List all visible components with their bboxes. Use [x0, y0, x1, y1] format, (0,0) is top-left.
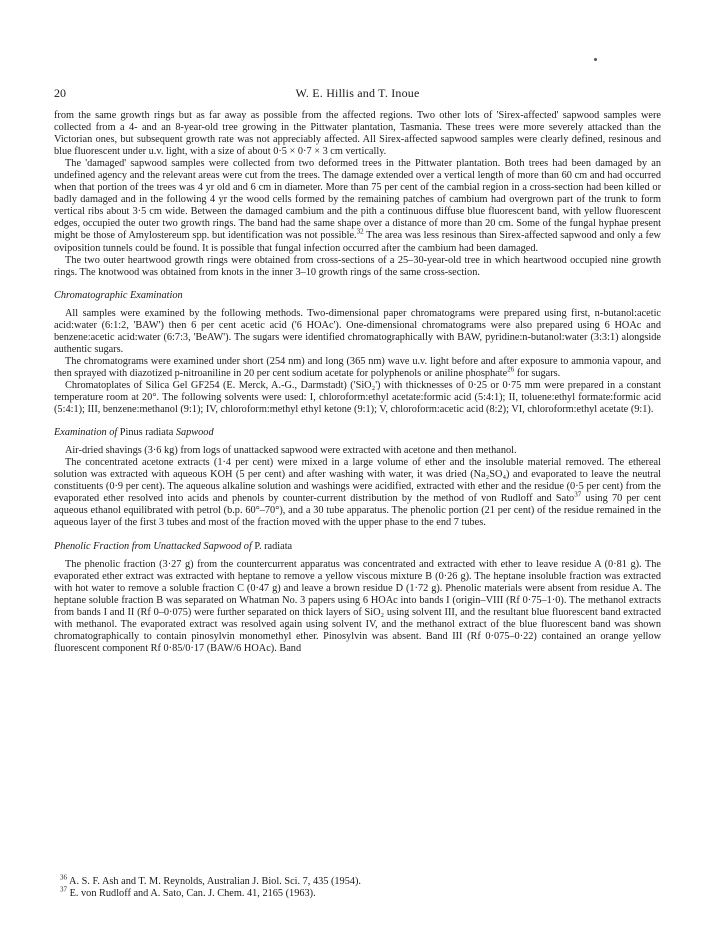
scan-speck	[594, 58, 597, 61]
paragraph: All samples were examined by the following methods. Two-dimensional paper chromatograms were prepared using first, n-butanol:acetic acid:water (6:1:2, 'BAW') then 6 per cent acetic acid ('6 HOAc'). One-dimensional chromatograms were also prepared using 6 HOAc and benzene:acetic acid:water (6:7:3, 'BeAW'). The sugars were identified chromatographically with BAW, pyridine:n-butanol:water (3:3:1) alongside authentic sugars.	[54, 307, 661, 355]
section-heading: Chromatographic Examination	[54, 289, 183, 301]
paragraph: The two outer heartwood growth rings were obtained from cross-sections of a 25–30-year-old tree in which heartwood occupied nine growth rings. The knotwood was obtained from knots in the inner 3–10 growth rings of the same cross-section.	[54, 254, 661, 278]
page-number: 20	[54, 86, 66, 100]
paragraph: The concentrated acetone extracts (1·4 per cent) were mixed in a large volume of ether and the insoluble material removed. The ethereal solution was extracted with aqueous KOH (5 per cent) and after washing with water, it was dried (Na₂SO₄) and evaporated to leave the neutral constituents (0·9 per cent). The aqueous alkaline solution and washings were acidified, extracted with ether and the residue (0·5 per cent) from the evaporated ether resolved into acids and phenols by counter-current distribution by the method of von Rudloff and Sato$^{37}$ using 70 per cent aqueous ethanol equilibrated with petrol (b.p. 60°–70°), and a 30 tube apparatus. The phenolic portion (21 per cent) of the residue remained in the aqueous layer of the first 3 tubes and most of the fraction moved with the upper phase to the end 7 tubes.	[54, 457, 661, 529]
running-head: W. E. Hillis and T. Inoue	[295, 86, 420, 100]
footnote-ref[interactable]: 32	[356, 228, 364, 237]
paragraph: Air-dried shavings (3·6 kg) from logs of unattacked sapwood were extracted with acetone and then methanol.	[65, 445, 517, 457]
footnote-ref[interactable]: 37	[574, 490, 582, 499]
page-header	[54, 86, 661, 102]
paragraph: The chromatograms were examined under short (254 nm) and long (365 nm) wave u.v. light before and after exposure to ammonia vapour, and then sprayed with diazotized p-nitroaniline in 20 per cent sodium acetate for polyphenols or aniline phosphate$^{26}$ for sugars.	[54, 355, 661, 379]
footnote-mark: 37	[60, 885, 67, 894]
paragraph: Chromatoplates of Silica Gel GF254 (E. Merck, A.-G., Darmstadt) ('SiO₂') with thicknesses of 0·25 or 0·75 mm were prepared in a constant temperature room at 20°. The following solvents were used: I, chloroform:ethyl acetate:formic acid (5:4:1); II, toluene:ethyl formate:formic acid (5:4:1); III, benzene:methanol (9:1); IV, chloroform:methyl ethyl ketone (9:1); V, chloroform:acetic acid (8:2); VI, chloroform:ethyl acetate (9:1).	[54, 379, 661, 416]
paragraph: from the same growth rings but as far away as possible from the affected regions. Two other lots of 'Sirex-affected' sapwood samples were collected from a 4- and an 8-year-old tree growing in the Pittwater plantation, Tasmania. These trees were more severely attacked than the Victorian ones, but subsequent growth rate was not appreciably affected. All Sirex-affected sapwood samples were clearly defined, resinous and blue fluorescent under u.v. light, with a size of about 0·5 × 0·7 × 3 cm vertically.	[54, 110, 661, 158]
footnote-ref[interactable]: 26	[507, 365, 515, 374]
footnote-mark: 36	[60, 873, 67, 882]
footnotes	[54, 873, 661, 901]
paragraph: The phenolic fraction (3·27 g) from the countercurrent apparatus was concentrated and extracted with ether to leave residue A (0·81 g). The evaporated ether extract was extracted with heptane to remove a yellow viscous mixture B (0·26 g). The heptane insoluble fraction was extracted with hot water to remove a soluble fraction C (0·47 g) and leave a brown residue D (1·72 g). Phenolic materials were absent from residue A. The heptane soluble fraction B was separated on Whatman No. 3 papers using 6 HOAc into bands I (origin–VIII (Rf 0·75–1·0). The methanol extracts from bands I and II (Rf 0–0·075) were further separated on thick layers of SiO₂ using solvent III, and the resultant blue fluorescent band extracted with methanol. The evaporated extract was resolved again using solvent IV, and the methanol extract of the blue fluorescent band was shown chromatographically to contain pinosylvin monomethyl ether. Pinosylvin was absent. Band III (Rf 0·075–0·22) contained an orange yellow fluorescent component Rf 0·85/0·17 (BAW/6 HOAc). Band	[54, 558, 661, 654]
footnote: $^{36}$ A. S. F. Ash and T. M. Reynolds, Australian J. Biol. Sci. 7, 435 (1954).	[60, 873, 361, 887]
section-heading: Examination of Pinus radiata Sapwood	[54, 427, 214, 439]
article-body	[54, 110, 661, 655]
footnote: $^{37}$ E. von Rudloff and A. Sato, Can. J. Chem. 41, 2165 (1963).	[60, 885, 316, 900]
paragraph: The 'damaged' sapwood samples were collected from two deformed trees in the Pittwater plantation. Both trees had been damaged by an undefined agency and the relevant areas were cut from the trees. The damage extended over a vertical length of more than 60 cm and had occurred when that portion of the trees was 4 yr old and 6 cm in diameter. More than 75 per cent of the cambial region in a cross-section had been killed or badly damaged and in the following 4 yr the wood cells formed by the remaining patches of cambium had overgrown part of the trunk to form vertical ribs about 3·5 cm wide. Between the damaged cambium and the pith a continuous diffuse blue fluorescent band, with yellow fluorescent edges, occupied the outer two growth rings. The band had the same shape over a distance of more than 20 cm. Some of the fungal hyphae present might be those of Amylostereum spp. but identification was not possible.$^{32}$ The area was less resinous than Sirex-affected sapwood and only a few oviposition tunnels could be found. It is possible that fungal infection occurred after the cambium had been damaged.	[54, 158, 661, 254]
section-heading: Phenolic Fraction from Unattacked Sapwood of P. radiata	[54, 540, 293, 552]
